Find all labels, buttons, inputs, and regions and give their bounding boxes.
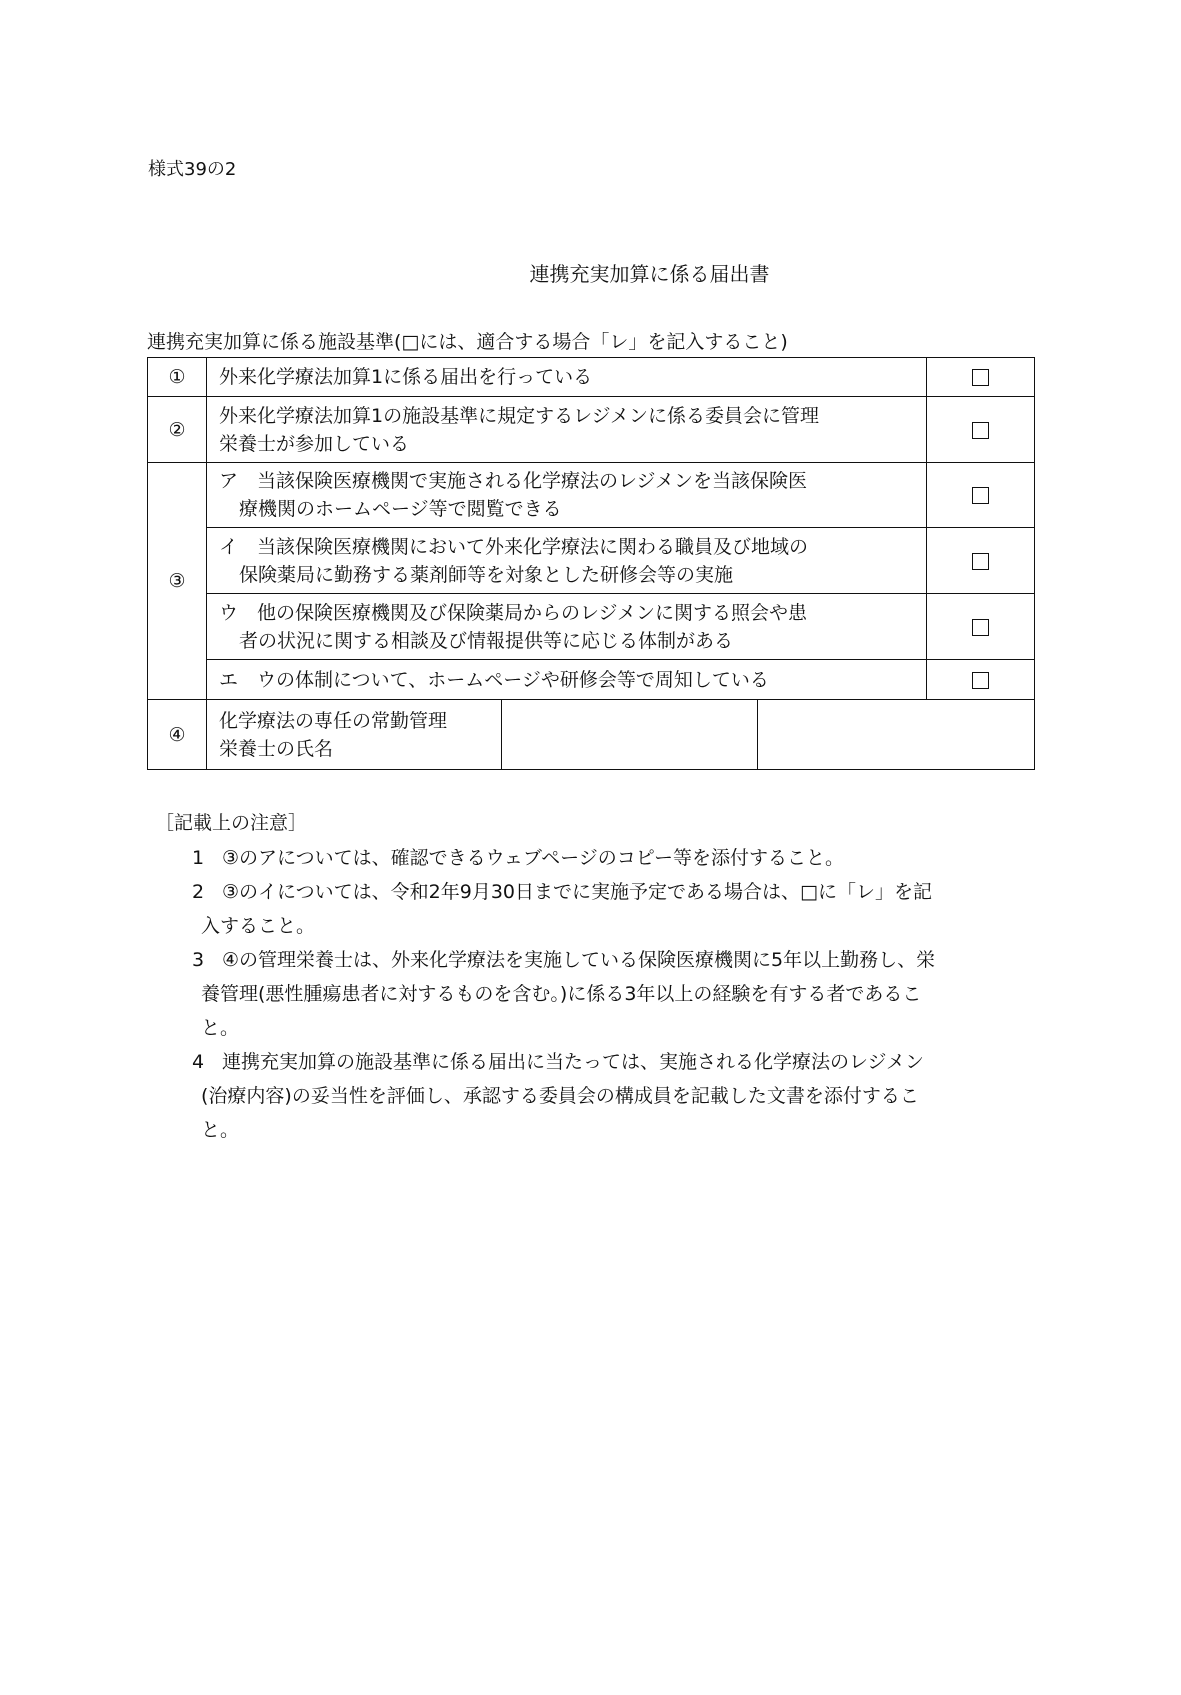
note-line: と。 [201, 1017, 240, 1039]
note-line: 入すること。 [201, 915, 316, 937]
note-line: と。 [201, 1119, 240, 1141]
criteria-line: 外来化学療法加算1の施設基準に規定するレジメンに係る委員会に管理 [219, 404, 820, 427]
criteria-intro: 連携充実加算に係る施設基準(□には、適合する場合「レ」を記入すること) [147, 331, 788, 353]
criteria-number: ③ [148, 463, 207, 700]
criteria-checkbox-cell[interactable] [927, 358, 1035, 397]
criteria-line: 外来化学療法加算1に係る届出を行っている [219, 366, 593, 388]
dietitian-name-field-1[interactable] [502, 700, 758, 770]
notes-section [155, 808, 995, 1147]
sub-item-label: ウ [219, 601, 239, 624]
document-title-text: 連携充実加算に係る届出書 [529, 262, 770, 286]
criteria-line [219, 599, 916, 627]
sub-item-label: イ [219, 535, 239, 558]
criteria-row-4 [148, 700, 1035, 770]
criteria-line [219, 467, 916, 495]
note-item-2 [192, 875, 1032, 943]
note-number: 1 [192, 847, 205, 869]
note-item-4 [192, 1045, 1032, 1147]
criteria-row-3c [148, 594, 1035, 660]
criteria-line: 者の状況に関する相談及び情報提供等に応じる体制がある [239, 629, 734, 652]
sub-item-label: エ [219, 668, 239, 691]
note-number: 4 [192, 1051, 205, 1073]
criteria-checkbox-cell[interactable] [927, 397, 1035, 463]
criteria-checkbox-cell[interactable] [927, 528, 1035, 594]
criteria-line: 化学療法の専任の常勤管理 [219, 709, 448, 732]
note-number: 3 [192, 949, 205, 971]
checkbox-icon[interactable] [972, 487, 989, 504]
checkbox-icon[interactable] [972, 369, 989, 386]
sub-item-text: 当該保険医療機関において外来化学療法に関わる職員及び地域の [257, 535, 809, 558]
criteria-line [219, 666, 916, 694]
checkbox-icon[interactable] [972, 422, 989, 439]
notes-heading: ［記載上の注意］ [155, 812, 308, 834]
criteria-line: 栄養士が参加している [219, 432, 410, 455]
criteria-row-3a [148, 463, 1035, 528]
dietitian-name-label [207, 700, 502, 770]
criteria-line: 保険薬局に勤務する薬剤師等を対象とした研修会等の実施 [239, 563, 734, 586]
criteria-text [207, 528, 927, 594]
checkbox-icon[interactable] [972, 672, 989, 689]
note-item-3 [192, 943, 1032, 1045]
note-line: ④の管理栄養士は、外来化学療法を実施している保険医療機関に5年以上勤務し、栄 [222, 949, 936, 971]
criteria-line: 栄養士の氏名 [219, 737, 334, 760]
criteria-text [207, 594, 927, 660]
sub-item-text: ウの体制について、ホームページや研修会等で周知している [257, 668, 769, 691]
note-line: 連携充実加算の施設基準に係る届出に当たっては、実施される化学療法のレジメン [222, 1051, 924, 1073]
criteria-text [207, 358, 927, 397]
checkbox-icon[interactable] [972, 619, 989, 636]
criteria-checkbox-cell[interactable] [927, 660, 1035, 700]
criteria-table [147, 357, 1035, 770]
sub-item-label: ア [219, 470, 239, 492]
note-line: 養管理(悪性腫瘍患者に対するものを含む。)に係る3年以上の経験を有する者であるこ [201, 983, 922, 1005]
criteria-text [207, 397, 927, 463]
criteria-row-3d [148, 660, 1035, 700]
note-item-1 [192, 841, 1032, 875]
document-title [0, 258, 1181, 287]
note-line: ③のイについては、令和2年9月30日までに実施予定である場合は、□に「レ」を記 [222, 881, 932, 903]
sub-item-text: 他の保険医療機関及び保険薬局からのレジメンに関する照会や患 [257, 601, 807, 624]
criteria-row-2 [148, 397, 1035, 463]
criteria-row-1 [148, 358, 1035, 397]
criteria-number: ② [148, 397, 207, 463]
note-line: ③のアについては、確認できるウェブページのコピー等を添付すること。 [222, 847, 844, 869]
criteria-checkbox-cell[interactable] [927, 594, 1035, 660]
sub-item-text: 当該保険医療機関で実施される化学療法のレジメンを当該保険医 [257, 470, 807, 492]
checkbox-icon[interactable] [972, 553, 989, 570]
criteria-text [207, 463, 927, 528]
form-id: 様式39の2 [148, 159, 237, 180]
criteria-line [219, 533, 916, 561]
criteria-row-3b [148, 528, 1035, 594]
dietitian-name-field-2[interactable] [758, 700, 1035, 770]
criteria-text [207, 660, 927, 700]
note-number: 2 [192, 881, 205, 903]
note-line: (治療内容)の妥当性を評価し、承認する委員会の構成員を記載した文書を添付するこ [201, 1085, 919, 1107]
criteria-number: ① [148, 358, 207, 397]
criteria-line: 療機関のホームページ等で閲覧できる [239, 498, 562, 520]
criteria-number: ④ [148, 700, 207, 770]
criteria-checkbox-cell[interactable] [927, 463, 1035, 528]
